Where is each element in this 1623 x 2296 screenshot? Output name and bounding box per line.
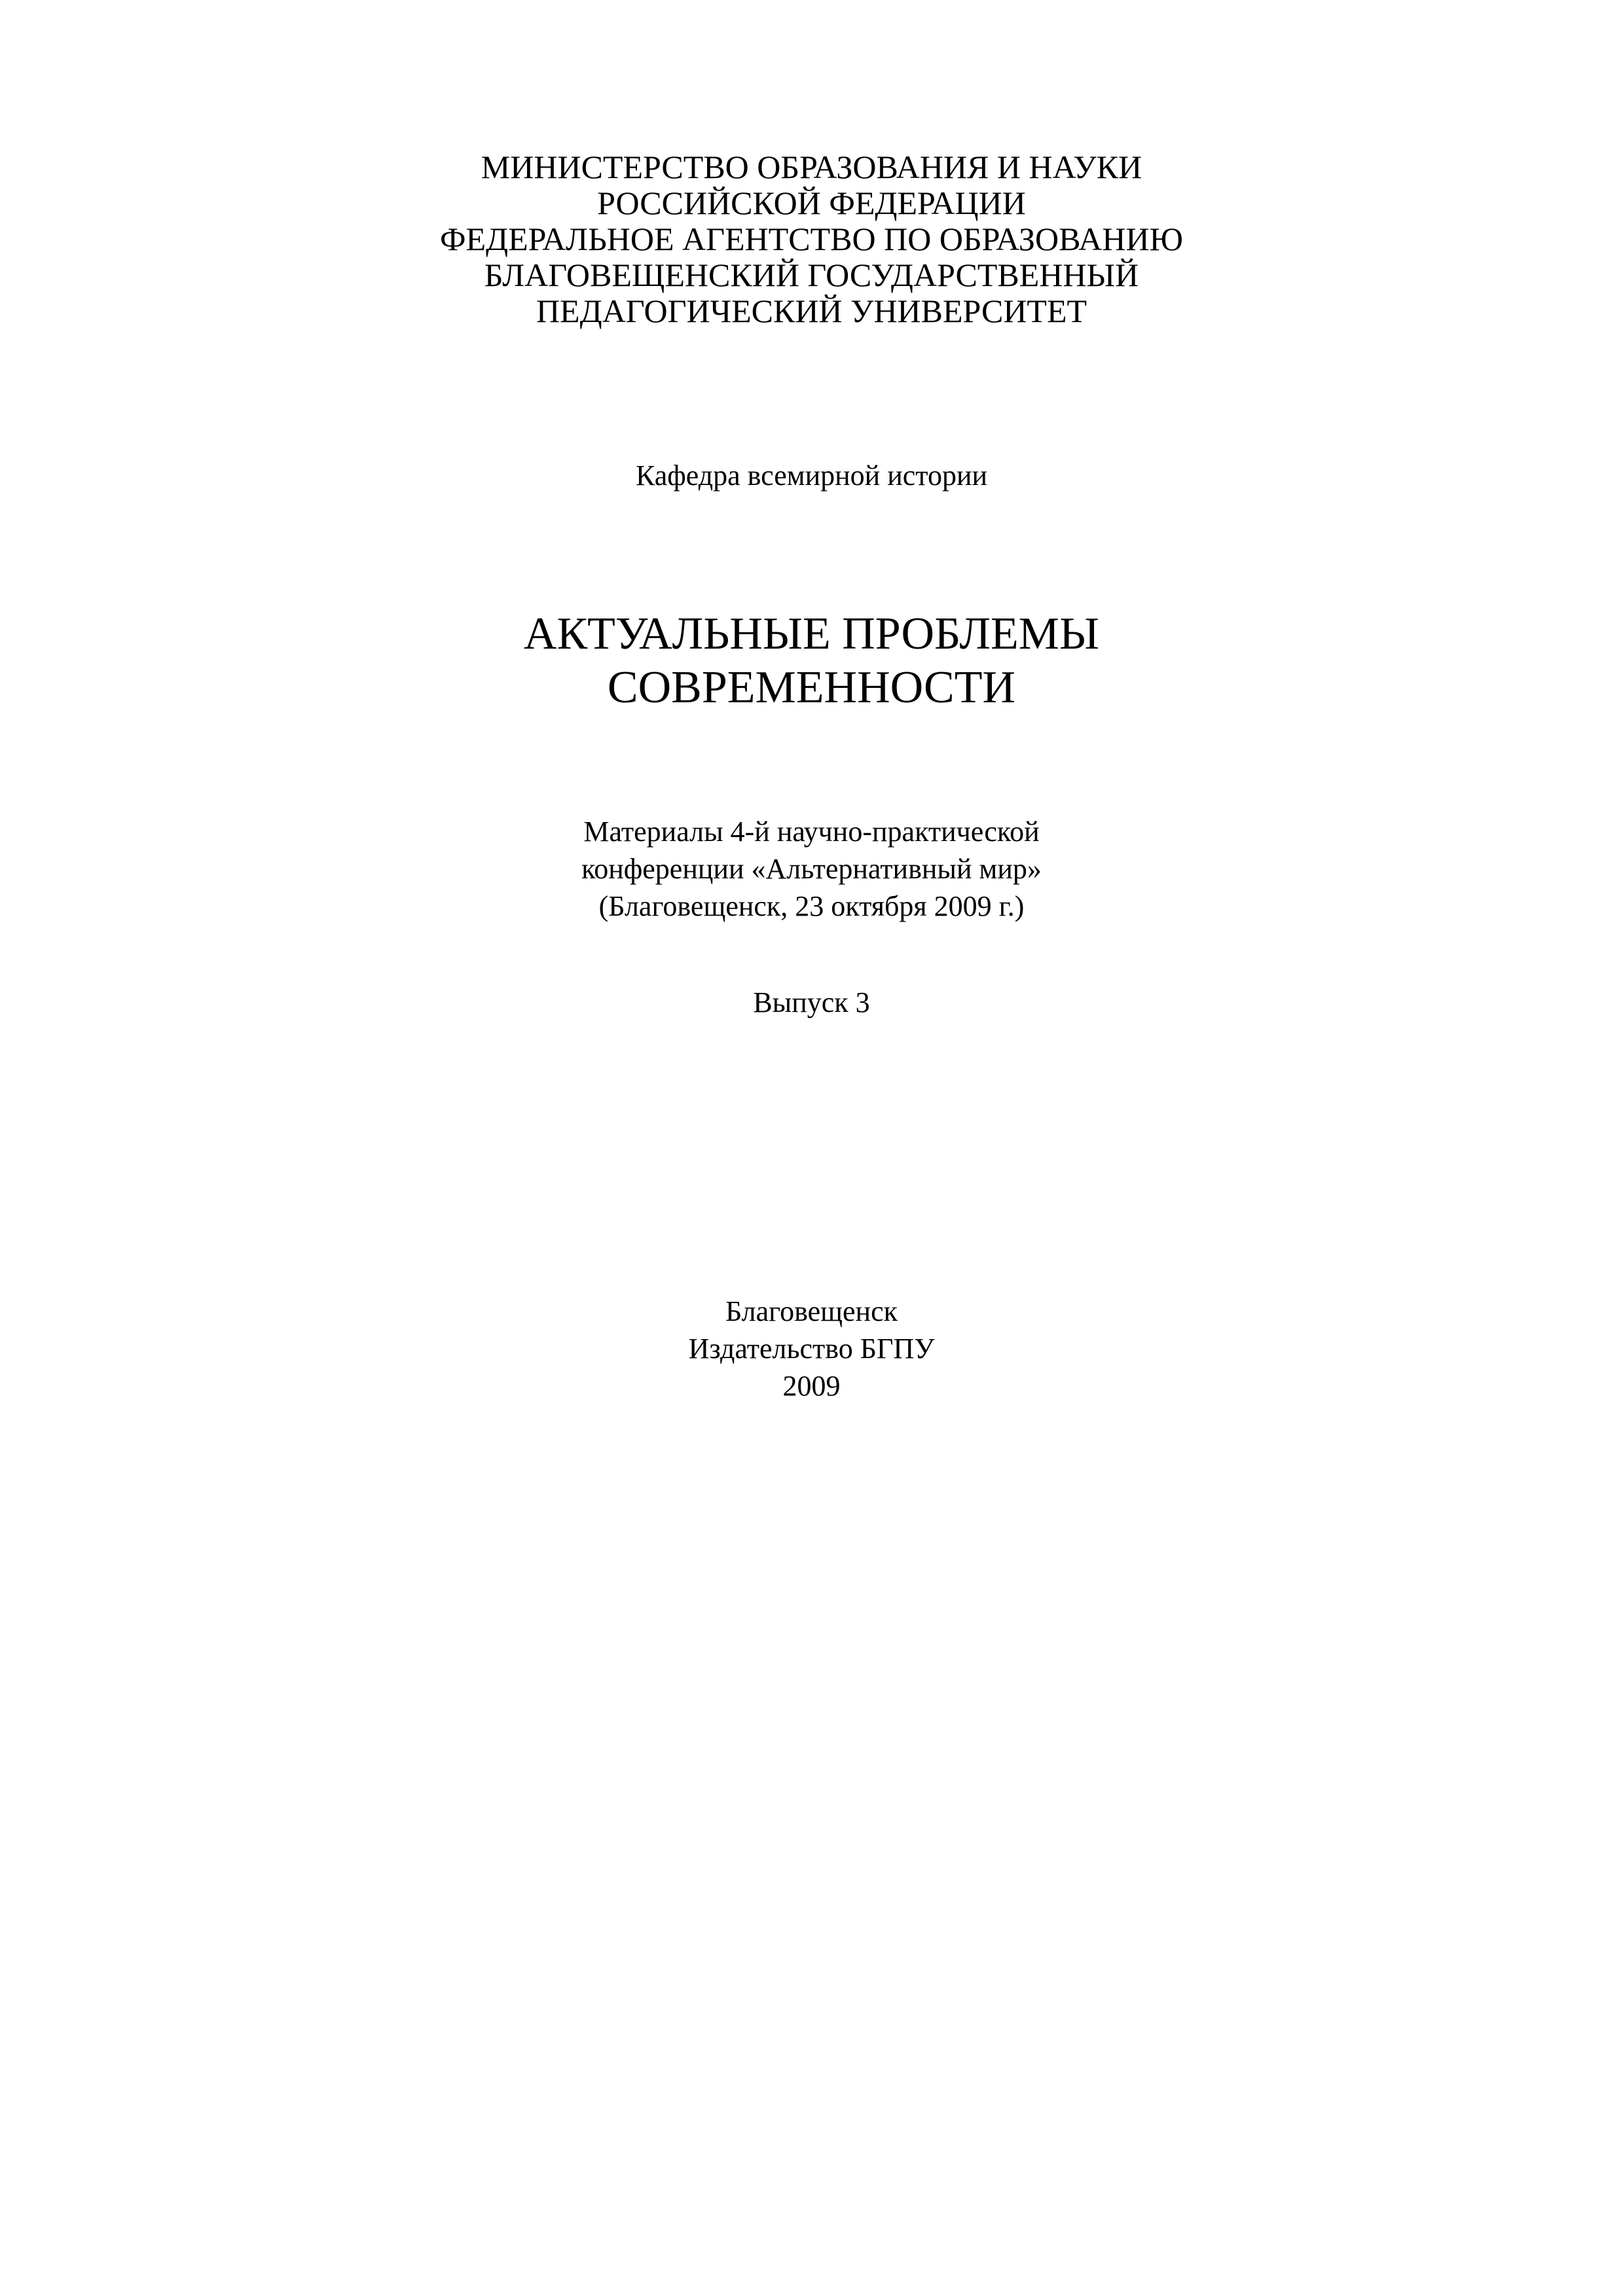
ministry-header <box>0 149 1623 329</box>
materials-line: (Благовещенск, 23 октября 2009 г.) <box>598 890 1025 922</box>
title-line: СОВРЕМЕННОСТИ <box>607 662 1016 713</box>
ministry-line: ПЕДАГОГИЧЕСКИЙ УНИВЕРСИТЕТ <box>536 293 1087 329</box>
issue-number <box>0 986 1623 1019</box>
ministry-line: МИНИСТЕРСТВО ОБРАЗОВАНИЯ И НАУКИ <box>481 149 1142 185</box>
department-label: Кафедра всемирной истории <box>635 459 988 492</box>
imprint <box>0 1293 1623 1405</box>
imprint-publisher: Издательство БГПУ <box>688 1333 935 1365</box>
conference-materials <box>0 813 1623 925</box>
department-name <box>0 459 1623 492</box>
ministry-line: ФЕДЕРАЛЬНОЕ АГЕНТСТВО ПО ОБРАЗОВАНИЮ <box>439 221 1184 257</box>
document-title <box>0 607 1623 715</box>
imprint-year: 2009 <box>782 1370 841 1402</box>
materials-line: Материалы 4-й научно-практической <box>583 816 1040 848</box>
ministry-line: РОССИЙСКОЙ ФЕДЕРАЦИИ <box>597 185 1026 221</box>
imprint-city: Благовещенск <box>725 1295 898 1327</box>
ministry-line: БЛАГОВЕЩЕНСКИЙ ГОСУДАРСТВЕННЫЙ <box>484 257 1139 293</box>
issue-label: Выпуск 3 <box>753 986 870 1018</box>
title-line: АКТУАЛЬНЫЕ ПРОБЛЕМЫ <box>523 609 1100 659</box>
materials-line: конференции «Альтернативный мир» <box>581 853 1042 885</box>
